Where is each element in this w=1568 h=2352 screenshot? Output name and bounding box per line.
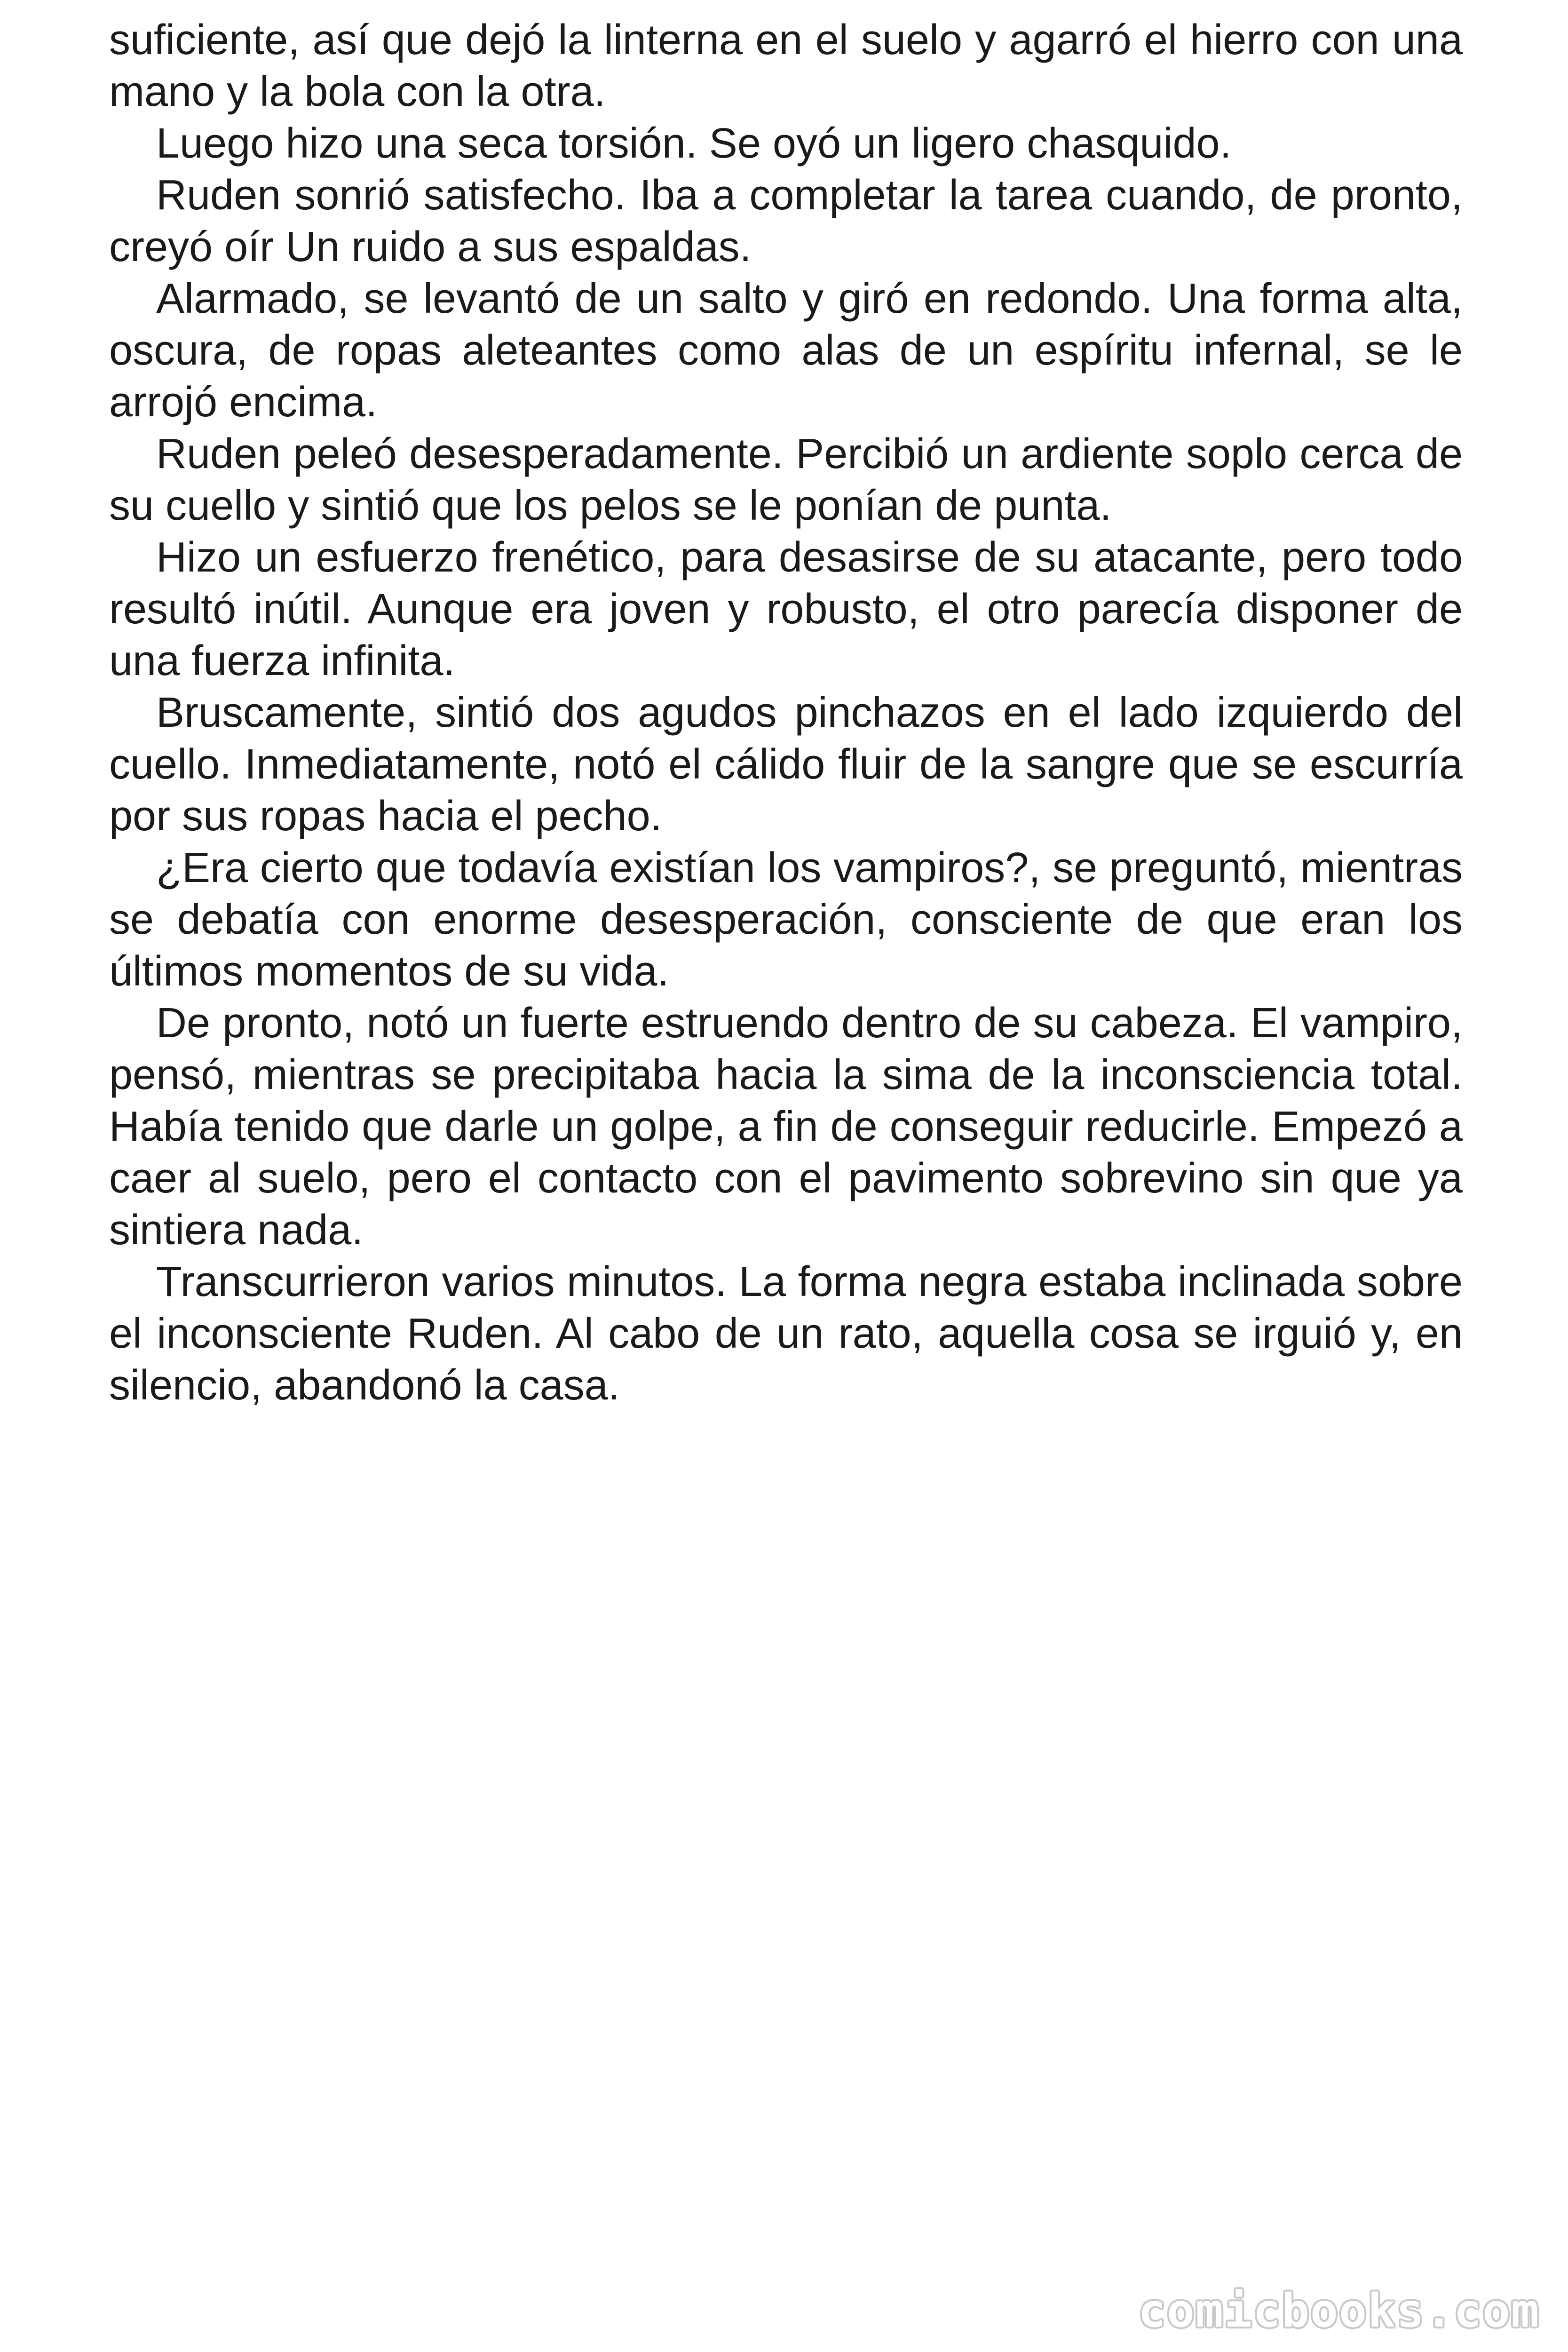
paragraph: De pronto, notó un fuerte estruendo dentro de su cabeza. El vampiro, pensó, mientras se precipitaba hacia la sima de la inconsciencia total. Había tenido que darle un golpe, a fin de conseguir reducirle. Empezó a caer al suelo, pero el contacto con el pavimento sobrevino sin que ya sintiera nada. — [109, 1000, 1463, 1254]
paragraph: Ruden peleó desesperadamente. Percibió un ardiente soplo cerca de su cuello y sintió que los pelos se le ponían de punta. — [109, 430, 1463, 529]
paragraph: Alarmado, se levantó de un salto y giró en redondo. Una forma alta, oscura, de ropas aleteantes como alas de un espíritu infernal, se le arrojó encima. — [109, 275, 1463, 426]
paragraph: ¿Era cierto que todavía existían los vampiros?, se preguntó, mientras se debatía con enorme desesperación, consciente de que eran los últimos momentos de su vida. — [109, 844, 1463, 995]
paragraph: Luego hizo una seca torsión. Se oyó un ligero chasquido. — [156, 120, 1232, 167]
watermark: comicbooks.com — [1138, 2284, 1540, 2338]
body-text — [109, 14, 1463, 1411]
paragraph: Ruden sonrió satisfecho. Iba a completar la tarea cuando, de pronto, creyó oír Un ruido a sus espaldas. — [109, 172, 1463, 270]
paragraph: Bruscamente, sintió dos agudos pinchazos en el lado izquierdo del cuello. Inmediatamente, notó el cálido fluir de la sangre que se escurría por sus ropas hacia el pecho. — [109, 689, 1463, 840]
paragraph-continuation: suficiente, así que dejó la linterna en el suelo y agarró el hierro con una mano y la bola con la otra. — [109, 16, 1463, 115]
paragraph: Transcurrieron varios minutos. La forma negra estaba inclinada sobre el inconsciente Ruden. Al cabo de un rato, aquella cosa se irguió y, en silencio, abandonó la casa. — [109, 1258, 1463, 1409]
paragraph: Hizo un esfuerzo frenético, para desasirse de su atacante, pero todo resultó inútil. Aunque era joven y robusto, el otro parecía disponer de una fuerza infinita. — [109, 534, 1463, 684]
